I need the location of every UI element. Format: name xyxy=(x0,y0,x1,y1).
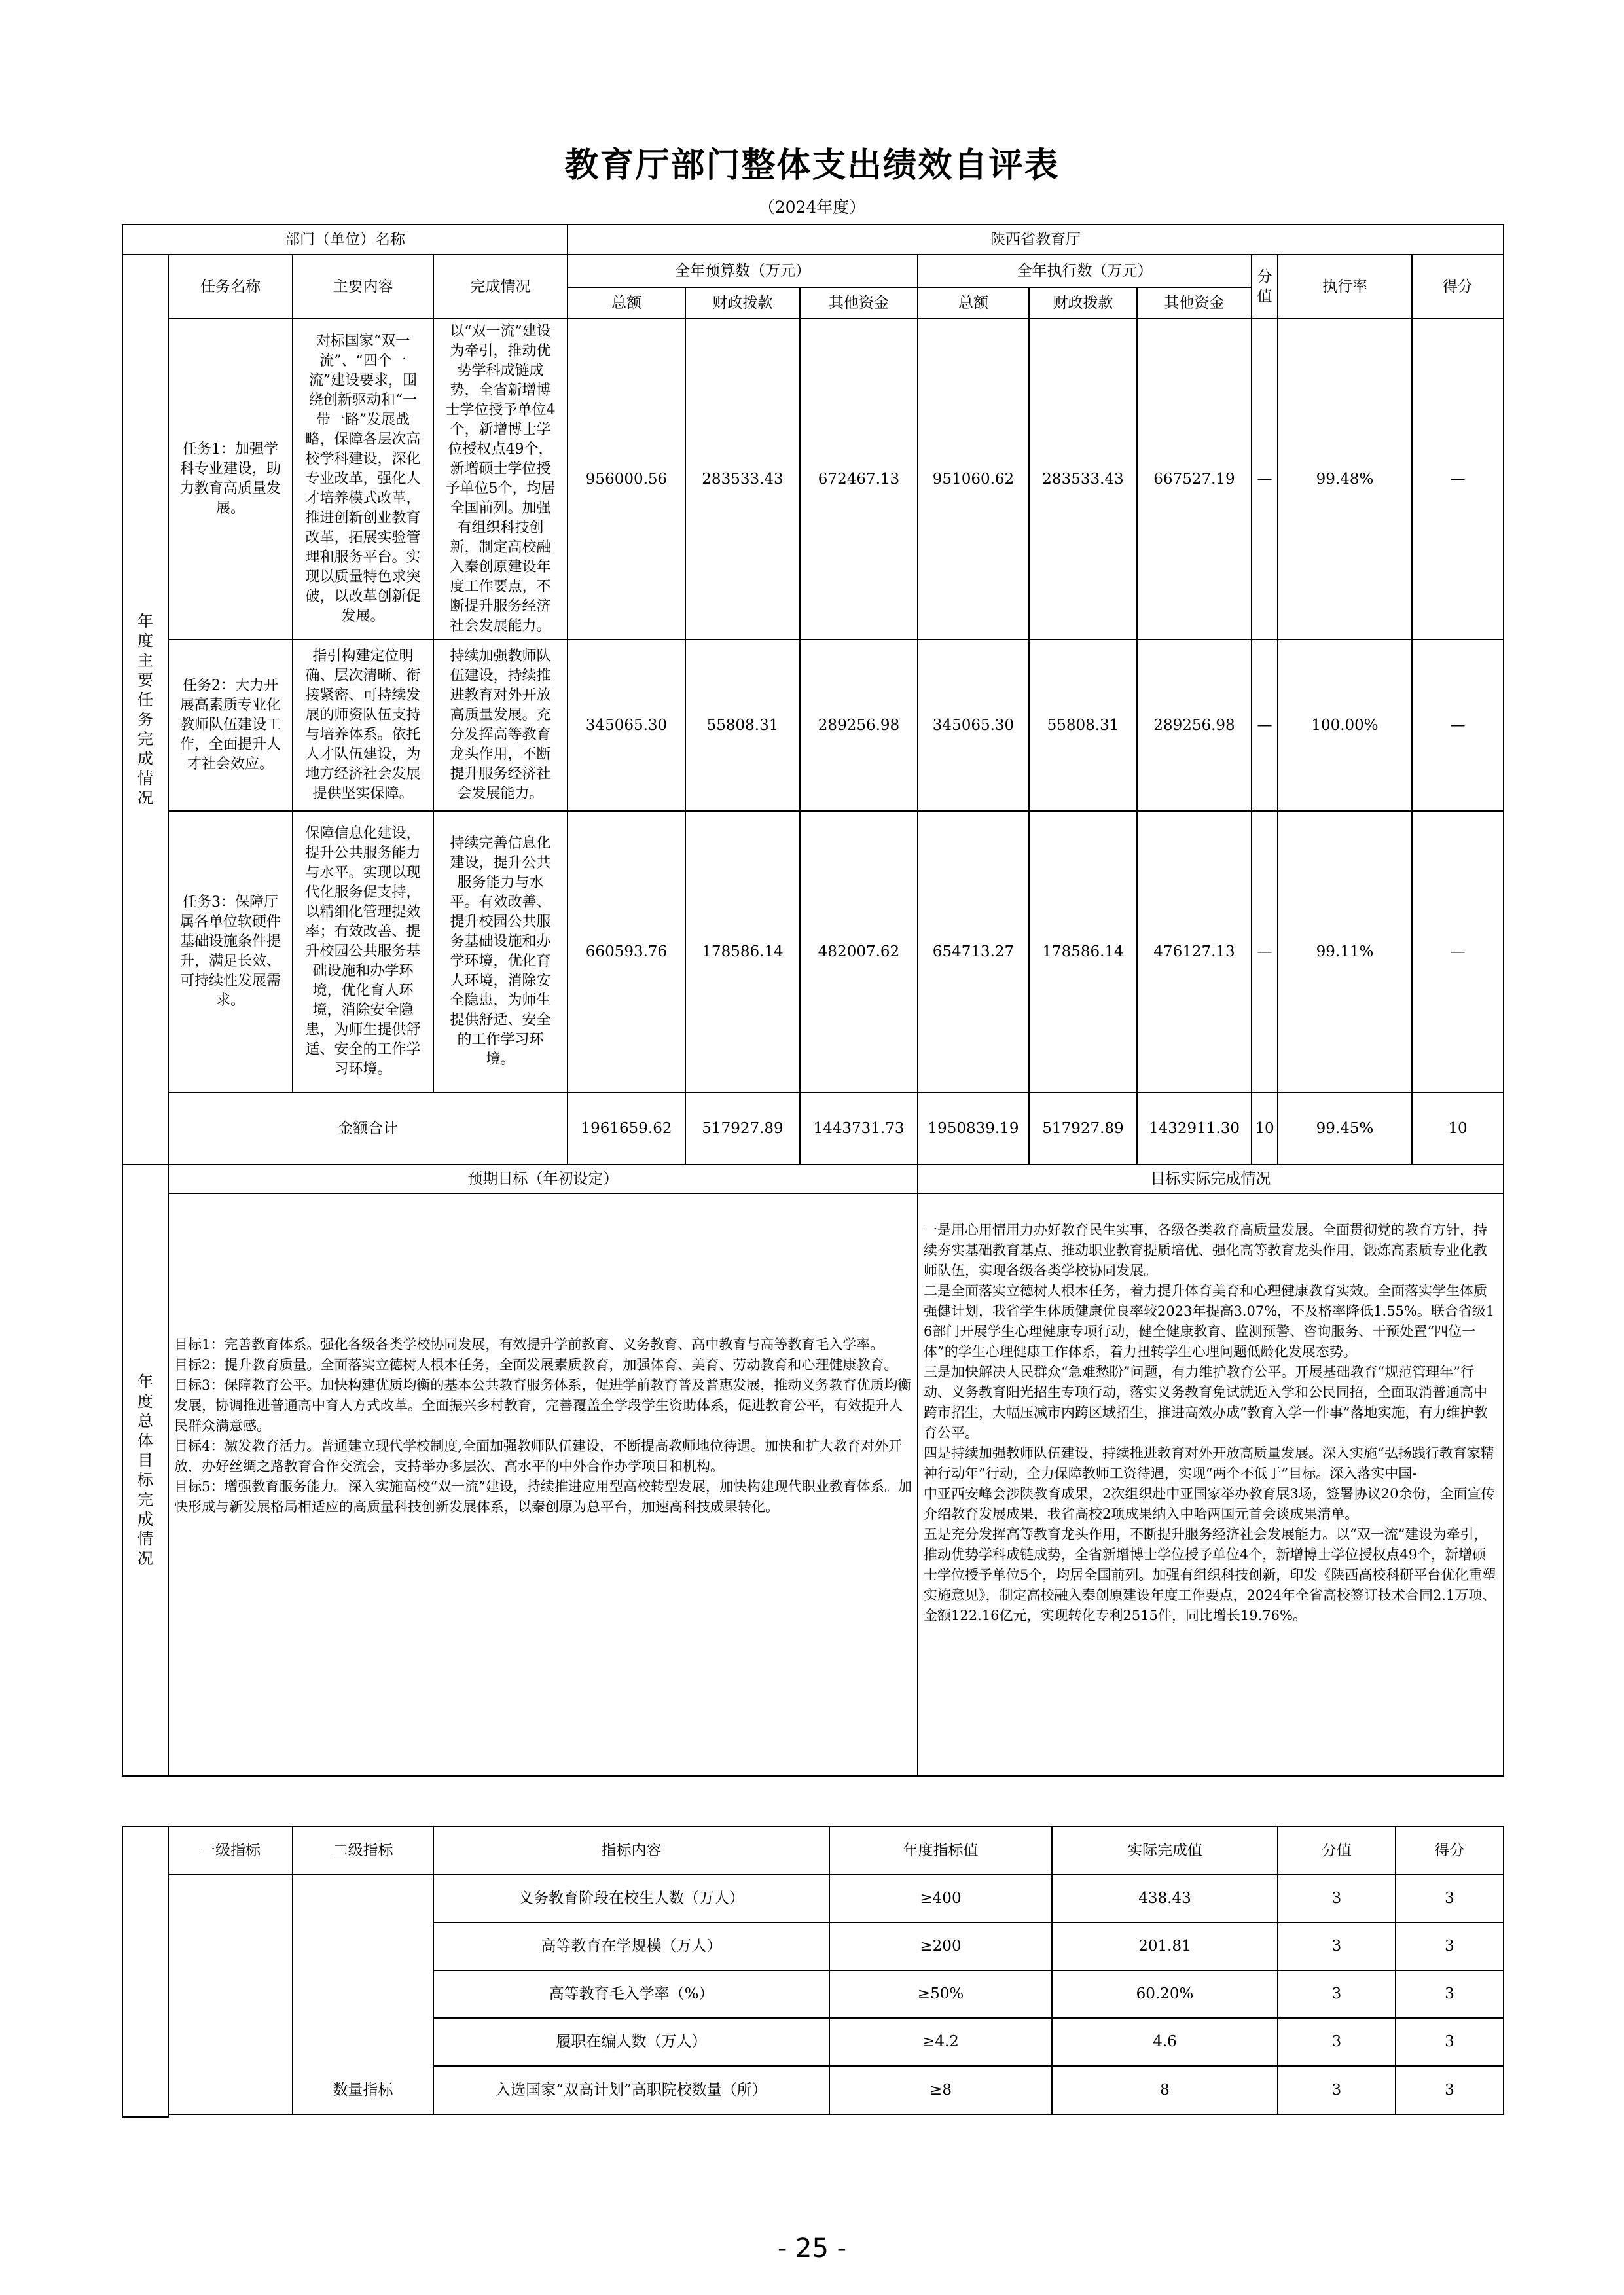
total-score: 10 xyxy=(1412,1093,1504,1165)
total-exec-rate: 99.45% xyxy=(1278,1093,1412,1165)
exec-other: 476127.13 xyxy=(1137,811,1252,1093)
header-metric-score-value: 分值 xyxy=(1278,1826,1396,1875)
goals-expected-text: 目标1：完善教育体系。强化各级各类学校协同发展，有效提升学前教育、义务教育、高中教育与高等教育毛入学率。 目标2：提升教育质量。全面落实立德树人根本任务，全面发展素质教育，加强体育、美育、劳动教育和心理健康教育。 目标3：保障教育公平。加快构建优质均衡的基本公共教育服务体系，促进学前教育普及普惠发展，推动义务教育优质均衡发展，协调推进普通高中育人方式改革。全面振兴乡村教育，完善覆盖全学段学生资助体系，促进教育公平，有效提升人民群众满意感。 目标4：激发教育活力。普通建立现代学校制度,全面加强教师队伍建设，不断提高教师地位待遇。加快和扩大教育对外开放，办好丝绸之路教育合作交流会，支持举办多层次、高水平的中外合作办学项目和机构。 目标5：增强教育服务能力。深入实施高校“双一流”建设，持续推进应用型高校转型发展，加快构建现代职业教育体系。加快形成与新发展格局相适应的高质量科技创新发展体系，以秦创原为总平台，加速高科技成果转化。 xyxy=(168,1193,918,1776)
budget-total: 660593.76 xyxy=(568,811,685,1093)
header-budget-fiscal: 财政拨款 xyxy=(685,287,800,319)
task-name: 任务3：保障厅属各单位软硬件基础设施条件提升，满足长效、可持续性发展需求。 xyxy=(168,811,293,1093)
exec-total: 345065.30 xyxy=(918,640,1029,811)
score: — xyxy=(1412,640,1504,811)
metric-target: ≥200 xyxy=(829,1923,1052,1970)
performance-table xyxy=(122,224,1504,1777)
score: — xyxy=(1412,319,1504,640)
total-score-value: 10 xyxy=(1252,1093,1278,1165)
metric-content: 义务教育阶段在校生人数（万人） xyxy=(433,1875,829,1923)
score-value: — xyxy=(1252,640,1278,811)
header-exec-rate: 执行率 xyxy=(1278,255,1412,319)
exec-fiscal: 55808.31 xyxy=(1029,640,1137,811)
section-label-tasks: 年度主要任务完成情况 xyxy=(122,255,168,1165)
metric-score-value: 3 xyxy=(1278,1970,1396,2018)
header-metric-score: 得分 xyxy=(1396,1826,1504,1875)
header-main-content: 主要内容 xyxy=(293,255,433,319)
section-label-goals: 年度总体目标完成情况 xyxy=(122,1165,168,1776)
exec-fiscal: 178586.14 xyxy=(1029,811,1137,1093)
exec-other: 667527.19 xyxy=(1137,319,1252,640)
metric-actual: 4.6 xyxy=(1052,2018,1278,2066)
table-row xyxy=(122,811,1504,1093)
header-level1: 一级指标 xyxy=(168,1826,293,1875)
report-year: （2024年度） xyxy=(758,198,866,217)
task-name: 任务1：加强学科专业建设，助力教育高质量发展。 xyxy=(168,319,293,640)
task-completion: 以“双一流”建设为牵引，推动优势学科成链成势，全省新增博士学位授予单位4个，新增博士学位授权点49个，新增硕士学位授予单位5个，均居全国前列。加强有组织科技创新，制定高校融入秦创原建设年度工作要点，不断提升服务经济社会发展能力。 xyxy=(433,319,568,640)
header-completion: 完成情况 xyxy=(433,255,568,319)
metric-score-value: 3 xyxy=(1278,2066,1396,2114)
totals-label: 金额合计 xyxy=(168,1093,568,1165)
score-value: — xyxy=(1252,319,1278,640)
metric-actual: 60.20% xyxy=(1052,1970,1278,2018)
metric-score: 3 xyxy=(1396,1923,1504,1970)
metric-score-value: 3 xyxy=(1278,1923,1396,1970)
metrics-group-label: 数量指标 xyxy=(293,1875,433,2114)
metric-target: ≥400 xyxy=(829,1875,1052,1923)
total-budget-total: 1961659.62 xyxy=(568,1093,685,1165)
goals-expected-header: 预期目标（年初设定） xyxy=(168,1165,918,1193)
total-budget-other: 1443731.73 xyxy=(800,1093,918,1165)
goals-actual-text: 一是用心用情用力办好教育民生实事，各级各类教育高质量发展。全面贯彻党的教育方针，持续夯实基础教育基点、推动职业教育提质培优、强化高等教育龙头作用，锻炼高素质专业化教师队伍，实现各级各类学校协同发展。 二是全面落实立德树人根本任务，着力提升体育美育和心理健康教育实效。全面落实学生体质强健计划，我省学生体质健康优良率较2023年提高3.07%，不及格率降低1.55%。联合省级16部门开展学生心理健康专项行动，健全健康教育、监测预警、咨询服务、干预处置“四位一体”的学生心理健康工作体系，着力扭转学生心理问题低龄化发展态势。 三是加快解决人民群众“急难愁盼”问题，有力维护教育公平。开展基础教育“规范管理年”行动、义务教育阳光招生专项行动，落实义务教育免试就近入学和公民同招，全面取消普通高中跨市招生，大幅压减市内跨区域招生，推进高效办成“教育入学一件事”落地实施，有力维护教育公平。 四是持续加强教师队伍建设，持续推进教育对外开放高质量发展。深入实施“弘扬践行教育家精神行动年”行动，全力保障教师工资待遇，实现“两个不低于”目标。深入落实中国- 中亚西安峰会涉陕教育成果，2次组织赴中亚国家举办教育展3场，签署协议20余份，全面宣传介绍教育发展成果，我省高校2项成果纳入中哈两国元首会谈成果清单。 五是充分发挥高等教育龙头作用，不断提升服务经济社会发展能力。以“双一流”建设为牵引，推动优势学科成链成势，全省新增博士学位授予单位4个，新增博士学位授权点49个，新增硕士学位授予单位5个，均居全国前列。加强有组织科技创新，印发《陕西高校科研平台优化重塑实施意见》，制定高校融入秦创原建设年度工作要点，2024年全省高校签订技术合同2.1万项、金额122.16亿元，实现转化专利2515件，同比增长19.76%。 xyxy=(918,1193,1504,1776)
exec-other: 289256.98 xyxy=(1137,640,1252,811)
metrics-side-column xyxy=(122,1826,168,2117)
metric-content: 高等教育毛入学率（%） xyxy=(433,1970,829,2018)
header-budget: 全年预算数（万元） xyxy=(568,255,918,287)
metric-content: 高等教育在学规模（万人） xyxy=(433,1923,829,1970)
dept-label: 部门（单位）名称 xyxy=(122,225,568,255)
goals-actual-header: 目标实际完成情况 xyxy=(918,1165,1504,1193)
table-row xyxy=(122,319,1504,640)
table-row xyxy=(122,640,1504,811)
task-completion: 持续加强教师队伍建设，持续推进教育对外开放高质量发展。充分发挥高等教育龙头作用，不断提升服务经济社会发展能力。 xyxy=(433,640,568,811)
task-content: 保障信息化建设，提升公共服务能力与水平。实现以现代化服务促支持，以精细化管理提效率；有效改善、提升校园公共服务基础设施和办学环境，优化育人环境，消除安全隐患，为师生提供舒适、安全的工作学习环境。 xyxy=(293,811,433,1093)
exec-fiscal: 283533.43 xyxy=(1029,319,1137,640)
budget-fiscal: 283533.43 xyxy=(685,319,800,640)
budget-other: 289256.98 xyxy=(800,640,918,811)
metric-actual: 8 xyxy=(1052,2066,1278,2114)
total-exec-total: 1950839.19 xyxy=(918,1093,1029,1165)
metrics-table xyxy=(122,1826,1504,2118)
total-exec-other: 1432911.30 xyxy=(1137,1093,1252,1165)
page-number: - 25 - xyxy=(777,2233,847,2264)
header-budget-total: 总额 xyxy=(568,287,685,319)
exec-rate: 100.00% xyxy=(1278,640,1412,811)
task-name: 任务2：大力开展高素质专业化教师队伍建设工作，全面提升人才社会效应。 xyxy=(168,640,293,811)
budget-other: 482007.62 xyxy=(800,811,918,1093)
exec-rate: 99.48% xyxy=(1278,319,1412,640)
metric-score: 3 xyxy=(1396,2018,1504,2066)
header-budget-other: 其他资金 xyxy=(800,287,918,319)
header-exec-fiscal: 财政拨款 xyxy=(1029,287,1137,319)
budget-total: 345065.30 xyxy=(568,640,685,811)
budget-fiscal: 55808.31 xyxy=(685,640,800,811)
score: — xyxy=(1412,811,1504,1093)
budget-fiscal: 178586.14 xyxy=(685,811,800,1093)
metric-target: ≥50% xyxy=(829,1970,1052,2018)
budget-other: 672467.13 xyxy=(800,319,918,640)
metric-target: ≥8 xyxy=(829,2066,1052,2114)
metrics-level1-cell xyxy=(168,1875,293,2114)
metric-score-value: 3 xyxy=(1278,2018,1396,2066)
totals-row xyxy=(122,1093,1504,1129)
task-completion: 持续完善信息化建设，提升公共服务能力与水平。有效改善、提升校园公共服务基础设施和办学环境，优化育人环境，消除安全隐患，为师生提供舒适、安全的工作学习环境。 xyxy=(433,811,568,1093)
header-level2: 二级指标 xyxy=(293,1826,433,1875)
exec-total: 951060.62 xyxy=(918,319,1029,640)
dept-name: 陕西省教育厅 xyxy=(568,225,1504,255)
metric-target: ≥4.2 xyxy=(829,2018,1052,2066)
metric-actual: 438.43 xyxy=(1052,1875,1278,1923)
header-target: 年度指标值 xyxy=(829,1826,1052,1875)
budget-total: 956000.56 xyxy=(568,319,685,640)
task-content: 对标国家“双一流”、“四个一流”建设要求，围绕创新驱动和“一带一路”发展战略，保障各层次高校学科建设，深化专业改革，强化人才培养模式改革，推进创新创业教育改革，拓展实验管理和服务平台。实现以质量特色求突破，以改革创新促发展。 xyxy=(293,319,433,640)
metric-score: 3 xyxy=(1396,1875,1504,1923)
metric-content: 入选国家“双高计划”高职院校数量（所） xyxy=(433,2066,829,2114)
score-value: — xyxy=(1252,811,1278,1093)
header-exec-total: 总额 xyxy=(918,287,1029,319)
header-task-name: 任务名称 xyxy=(168,255,293,319)
header-score: 得分 xyxy=(1412,255,1504,319)
metric-score: 3 xyxy=(1396,1970,1504,2018)
table-row xyxy=(122,1875,1504,1923)
metric-score: 3 xyxy=(1396,2066,1504,2114)
page-title: 教育厅部门整体支出绩效自评表 xyxy=(564,145,1060,185)
metric-content: 履职在编人数（万人） xyxy=(433,2018,829,2066)
header-actual: 实际完成值 xyxy=(1052,1826,1278,1875)
total-budget-fiscal: 517927.89 xyxy=(685,1093,800,1165)
header-execution: 全年执行数（万元） xyxy=(918,255,1252,287)
header-score-value: 分值 xyxy=(1252,255,1278,319)
header-exec-other: 其他资金 xyxy=(1137,287,1252,319)
header-metric-content: 指标内容 xyxy=(433,1826,829,1875)
exec-total: 654713.27 xyxy=(918,811,1029,1093)
exec-rate: 99.11% xyxy=(1278,811,1412,1093)
total-exec-fiscal: 517927.89 xyxy=(1029,1093,1137,1165)
metric-score-value: 3 xyxy=(1278,1875,1396,1923)
task-content: 指引构建定位明确、层次清晰、衔接紧密、可持续发展的师资队伍支持与培养体系。依托人才队伍建设，为地方经济社会发展提供坚实保障。 xyxy=(293,640,433,811)
metric-actual: 201.81 xyxy=(1052,1923,1278,1970)
